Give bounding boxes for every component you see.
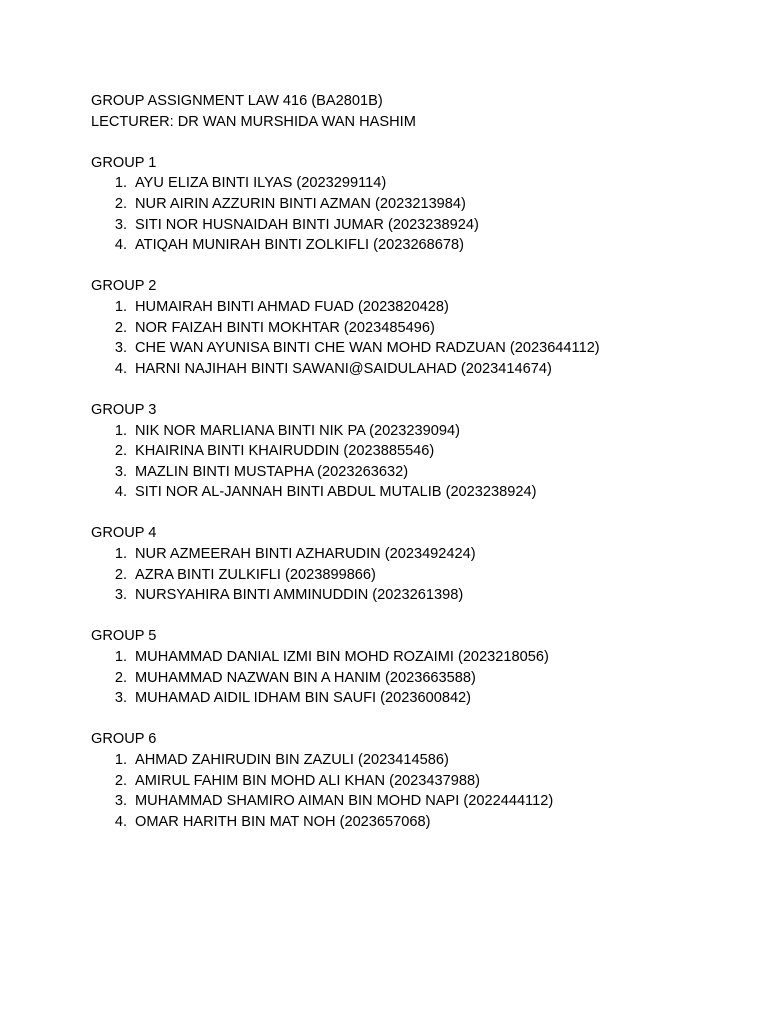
- group-section-4: [91, 523, 731, 605]
- member-name: AYU ELIZA BINTI ILYAS (2023299114): [135, 175, 387, 192]
- member-list: [91, 647, 731, 709]
- list-number: 2.: [114, 319, 127, 336]
- list-item: [91, 647, 731, 668]
- list-item: [91, 565, 731, 586]
- list-number: 3.: [114, 216, 127, 233]
- list-item: [91, 544, 731, 565]
- list-number: 3.: [114, 463, 127, 480]
- list-item: [91, 688, 731, 709]
- list-item: [91, 482, 731, 503]
- lecturer-line: LECTURER: DR WAN MURSHIDA WAN HASHIM: [91, 113, 416, 130]
- list-item: [91, 359, 731, 380]
- document-page: [91, 91, 731, 832]
- list-item: [91, 791, 731, 812]
- member-name: MUHAMAD AIDIL IDHAM BIN SAUFI (2023600842): [135, 690, 472, 707]
- list-number: 1.: [114, 546, 127, 563]
- list-item: [91, 812, 731, 833]
- list-item: [91, 235, 731, 256]
- list-item: [91, 338, 731, 359]
- list-number: 4.: [114, 813, 127, 830]
- list-number: 2.: [114, 772, 127, 789]
- list-item: [91, 194, 731, 215]
- member-list: [91, 297, 731, 379]
- list-number: 2.: [114, 443, 127, 460]
- group-section-3: [91, 400, 731, 503]
- document-title: GROUP ASSIGNMENT LAW 416 (BA2801B): [91, 93, 383, 109]
- member-name: AMIRUL FAHIM BIN MOHD ALI KHAN (2023437988): [135, 772, 480, 789]
- member-list: [91, 750, 731, 832]
- group-heading: GROUP 5: [91, 628, 157, 645]
- group-heading: GROUP 2: [91, 278, 157, 295]
- list-item: [91, 462, 731, 483]
- member-name: NUR AZMEERAH BINTI AZHARUDIN (2023492424): [135, 546, 476, 563]
- member-name: OMAR HARITH BIN MAT NOH (2023657068): [135, 813, 431, 830]
- member-name: MAZLIN BINTI MUSTAPHA (2023263632): [135, 463, 409, 480]
- list-number: 4.: [114, 360, 127, 377]
- list-number: 1.: [114, 175, 127, 192]
- list-item: [91, 318, 731, 339]
- group-heading: GROUP 4: [91, 525, 157, 542]
- group-section-5: [91, 626, 731, 708]
- group-section-2: [91, 276, 731, 379]
- member-name: MUHAMMAD SHAMIRO AIMAN BIN MOHD NAPI (2022444112): [135, 793, 554, 810]
- group-section-6: [91, 729, 731, 832]
- list-number: 1.: [114, 752, 127, 768]
- member-name: ATIQAH MUNIRAH BINTI ZOLKIFLI (2023268678): [135, 237, 465, 254]
- list-number: 1.: [114, 298, 127, 315]
- member-name: SITI NOR HUSNAIDAH BINTI JUMAR (2023238924): [135, 216, 479, 233]
- list-number: 4.: [114, 484, 127, 501]
- list-item: [91, 585, 731, 606]
- group-list: [91, 153, 731, 833]
- list-item: [91, 173, 731, 194]
- list-item: [91, 215, 731, 236]
- member-name: NUR AIRIN AZZURIN BINTI AZMAN (2023213984): [135, 195, 466, 212]
- member-name: AHMAD ZAHIRUDIN BIN ZAZULI (2023414586): [135, 752, 449, 768]
- list-item: [91, 421, 731, 442]
- group-heading: GROUP 6: [91, 731, 157, 748]
- group-heading: GROUP 1: [91, 154, 157, 171]
- member-name: NURSYAHIRA BINTI AMMINUDDIN (2023261398): [135, 587, 464, 604]
- list-item: [91, 441, 731, 462]
- list-number: 2.: [114, 669, 127, 686]
- group-section-1: [91, 153, 731, 256]
- member-name: MUHAMMAD DANIAL IZMI BIN MOHD ROZAIMI (2023218056): [135, 649, 549, 666]
- member-name: HARNI NAJIHAH BINTI SAWANI@SAIDULAHAD (2023414674): [135, 360, 552, 377]
- list-number: 3.: [114, 793, 127, 810]
- list-number: 1.: [114, 422, 127, 439]
- member-name: NIK NOR MARLIANA BINTI NIK PA (2023239094): [135, 422, 460, 439]
- list-number: 1.: [114, 649, 127, 666]
- spacer: [91, 132, 731, 153]
- member-name: NOR FAIZAH BINTI MOKHTAR (2023485496): [135, 319, 435, 336]
- list-item: [91, 668, 731, 689]
- member-name: SITI NOR AL-JANNAH BINTI ABDUL MUTALIB (2023238924): [135, 484, 537, 501]
- list-number: 3.: [114, 587, 127, 604]
- member-list: [91, 173, 731, 255]
- list-number: 4.: [114, 237, 127, 254]
- member-list: [91, 544, 731, 606]
- member-list: [91, 421, 731, 503]
- list-number: 2.: [114, 195, 127, 212]
- list-number: 2.: [114, 566, 127, 583]
- list-item: [91, 297, 731, 318]
- list-item: [91, 750, 731, 771]
- member-name: MUHAMMAD NAZWAN BIN A HANIM (2023663588): [135, 669, 476, 686]
- list-number: 3.: [114, 690, 127, 707]
- member-name: AZRA BINTI ZULKIFLI (2023899866): [135, 566, 376, 583]
- list-number: 3.: [114, 340, 127, 357]
- member-name: HUMAIRAH BINTI AHMAD FUAD (2023820428): [135, 298, 449, 315]
- list-item: [91, 771, 731, 792]
- member-name: CHE WAN AYUNISA BINTI CHE WAN MOHD RADZUAN (2023644112): [135, 340, 600, 357]
- group-heading: GROUP 3: [91, 401, 157, 418]
- member-name: KHAIRINA BINTI KHAIRUDDIN (2023885546): [135, 443, 435, 460]
